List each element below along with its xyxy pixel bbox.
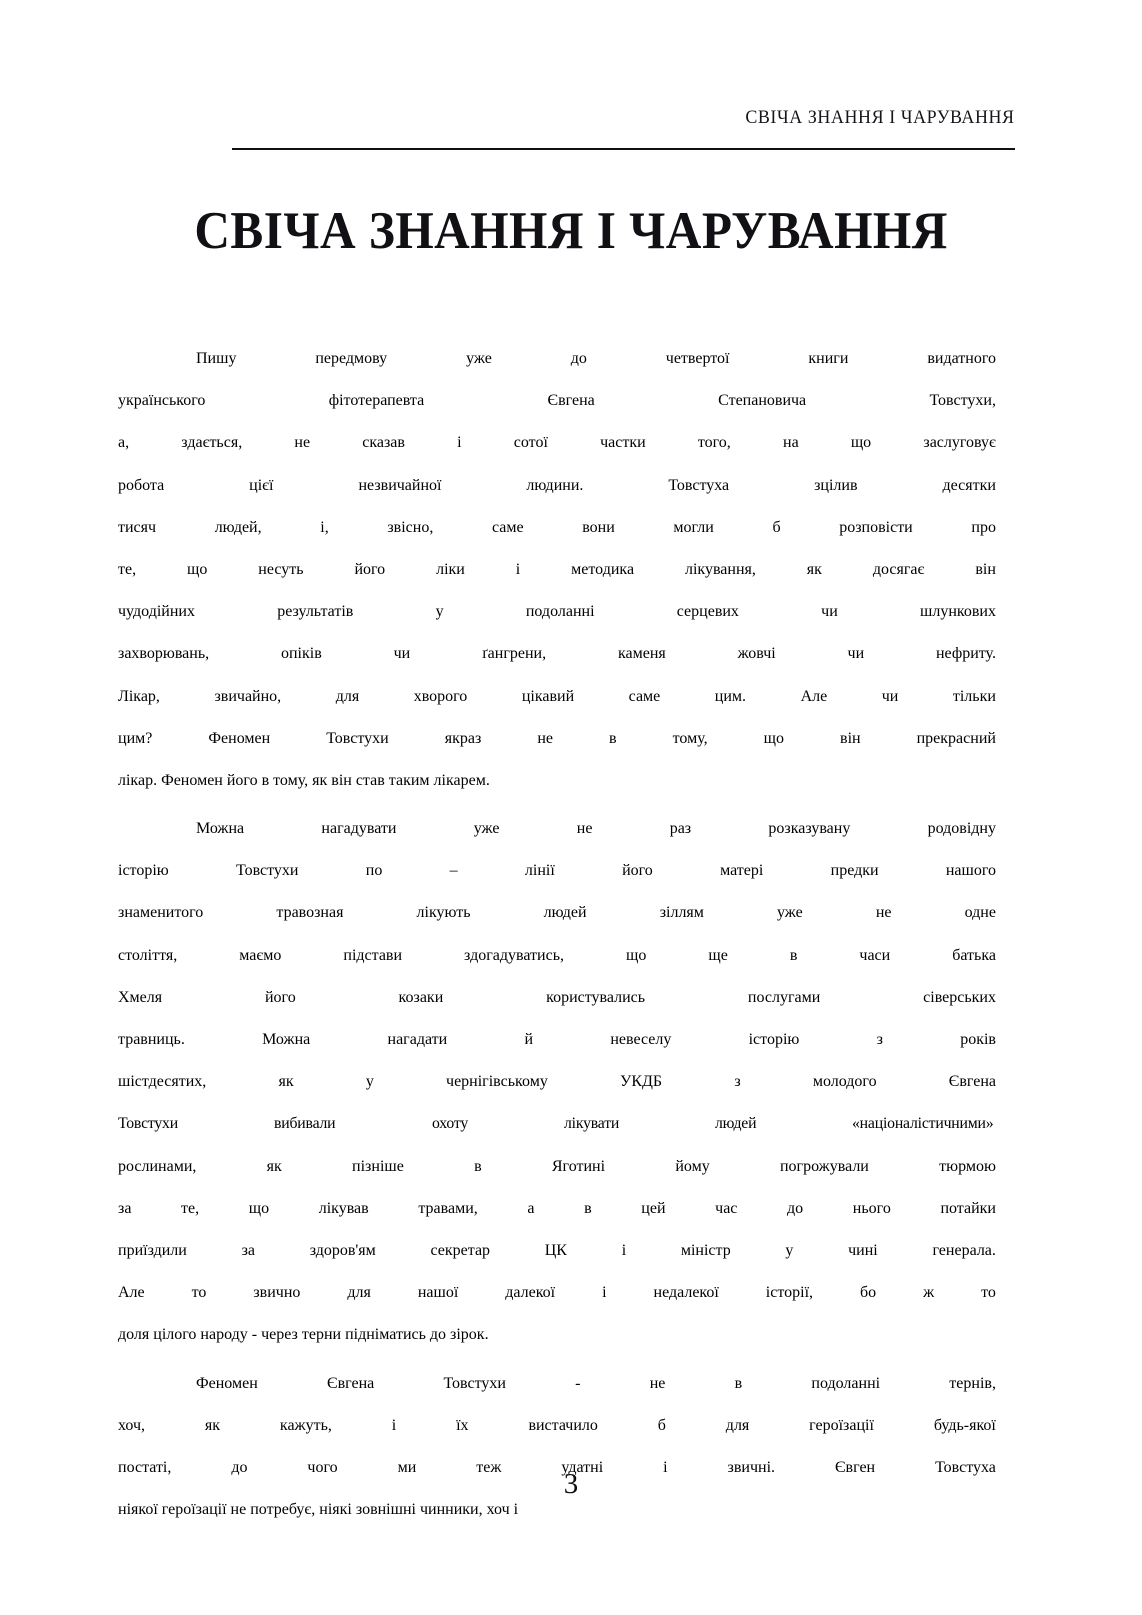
word: ми [397,1458,417,1476]
word: фітотерапевта [328,392,425,410]
word: з [876,1031,883,1048]
word: незвичайної [358,476,442,494]
page-title [100,201,1042,260]
word: і [602,1284,607,1302]
word: цієї [249,476,274,494]
word: не [649,1374,666,1392]
word: хворого [413,687,468,705]
word: що [850,434,872,452]
word: теж [476,1458,502,1476]
word: для [725,1416,750,1434]
word: звично [253,1284,301,1302]
text-line [118,633,996,675]
word: нефриту. [935,645,996,663]
word: маємо [239,946,282,964]
word: зіллям [659,904,704,922]
word: і, [320,518,329,536]
word: УКДБ [620,1073,663,1091]
text-line [118,338,996,380]
word: йому [675,1157,710,1175]
word: здоров'ям [309,1241,376,1259]
word: зцілив [814,476,858,494]
text-line [118,1061,996,1103]
word: будь-якої [933,1416,996,1434]
word: він [975,560,996,578]
word: Пишу [196,350,237,367]
word: травозная [276,904,344,922]
word: в [609,729,617,747]
word: каменя [617,645,666,663]
word: його [622,862,653,880]
word: Феномен [208,729,271,747]
word: чи [393,645,411,663]
word: пізніше [352,1157,404,1175]
word: що [187,560,208,578]
word: Євгена [327,1374,375,1392]
word: те, [118,560,137,578]
word: і [663,1458,668,1476]
word: як [204,1416,221,1434]
word: часи [859,946,891,964]
text-line [118,760,996,802]
word: саме [628,687,661,705]
word: героїзації [809,1416,874,1434]
word: користувались [546,988,646,1006]
word: чи [847,645,865,663]
page-title-text: СВІЧА ЗНАННЯ І ЧАРУВАННЯ [194,201,948,260]
word: що [626,946,647,964]
text-line [118,1230,996,1272]
word: Можна [262,1031,311,1048]
word: постаті, [118,1458,172,1476]
word: а [527,1199,535,1217]
word: лікував [318,1199,369,1217]
word: четвертої [665,350,730,367]
word: українського [118,392,206,410]
word: батька [952,946,996,964]
word: Але [118,1284,145,1302]
word: невеселу [610,1031,672,1048]
word: Хмеля [118,988,163,1006]
word: ґангрени, [482,645,547,663]
word: ЦК [544,1241,567,1259]
word: тисяч [118,518,157,536]
word: як [266,1157,282,1175]
running-header-title: СВІЧА ЗНАННЯ І ЧАРУВАННЯ [745,108,1015,128]
word: родовідну [927,820,996,838]
text-line [118,850,996,892]
word: лікування, [684,560,756,578]
word: удатні [561,1458,604,1476]
word: до [231,1458,248,1476]
word: для [335,687,360,705]
text-line [118,892,996,934]
word: Товстухи [443,1374,506,1392]
word: у [435,603,444,621]
word: сказав [362,434,405,452]
word: послугами [747,988,821,1006]
word: не [294,434,311,452]
paragraph [118,1363,996,1532]
word: в [584,1199,592,1217]
word: раз [669,820,692,838]
word: цим. [714,687,747,705]
word: нього [852,1199,891,1217]
text-line [118,1019,996,1061]
word: могли [673,518,714,536]
word: на [783,434,799,452]
word: нашого [945,862,996,880]
word: рослинами, [118,1157,197,1175]
word: Товстуха [935,1458,996,1476]
word: у [785,1241,794,1259]
word: уже [777,904,803,922]
word: століття, [118,946,178,964]
word: Товстухи, [929,392,996,410]
word: Товстухи [326,729,389,747]
word: прекрасний [916,729,996,747]
word: далекої [505,1284,556,1302]
word: нагадати [387,1031,448,1048]
paragraph [118,338,996,802]
word: те, [181,1199,200,1217]
word: й [524,1031,534,1048]
word: що [763,729,784,747]
word: чині [848,1241,878,1259]
word: час [715,1199,738,1217]
word: чудодійних [118,603,195,621]
word: уже [466,350,492,367]
word: хоч, [118,1416,146,1434]
word: не [875,904,892,922]
word: недалекої [653,1284,719,1302]
word: Лікар, [118,687,160,705]
word: про [971,518,996,536]
text-run: ніякої героїзації не потребує, ніякі зовнішні чинники, хоч і [118,1501,519,1519]
word: за [118,1199,132,1217]
text-line [118,1188,996,1230]
word: людей, [214,518,262,536]
word: вибивали [274,1115,336,1133]
word: робота [118,476,165,494]
word: охоту [431,1115,468,1133]
word: Євгена [948,1073,996,1091]
word: звичні. [727,1458,776,1476]
word: і [391,1416,397,1434]
word: опіків [280,645,322,663]
text-line [118,808,996,850]
text-line [118,422,996,464]
word: по [365,862,383,880]
word: потайки [940,1199,996,1217]
word: цей [641,1199,666,1217]
word: десятки [942,476,996,494]
word: шістдесятих, [118,1073,207,1091]
word: Феномен [196,1374,258,1392]
word: Яготині [551,1157,606,1175]
word: - [575,1374,581,1392]
word: вони [582,518,615,536]
word: методика [571,560,635,578]
word: підстави [343,946,403,964]
word: травами, [418,1199,478,1217]
word: звичайно, [214,687,282,705]
word: заслуговує [923,434,996,452]
word: одне [964,904,996,922]
text-line [118,935,996,977]
word: саме [491,518,524,536]
word: подоланні [525,603,595,621]
word: кажуть, [279,1416,332,1434]
word: розказувану [768,820,851,838]
word: як [278,1073,294,1091]
text-run: лікар. Феномен його в тому, як він став таким лікарем. [118,771,490,789]
word: Товстухи [236,862,299,880]
word: приїздили [118,1241,187,1259]
word: сотої [513,434,548,452]
word: людей [543,904,587,922]
word: не [576,820,593,838]
paragraph [118,808,996,1356]
word: шлункових [920,603,996,621]
word: тюрмою [939,1157,996,1175]
word: лікувати [563,1115,619,1133]
word: то [981,1284,996,1302]
word: погрожували [779,1157,869,1175]
word: Товстухи [118,1115,178,1133]
word: що [248,1199,270,1217]
word: передмову [315,350,388,367]
word: не [537,729,553,747]
header-divider-rule [232,148,1015,150]
word: серцевих [676,603,739,621]
word: ж [923,1284,935,1302]
word: історії, [765,1284,814,1302]
word: Але [800,687,828,705]
word: Можна [196,820,245,838]
word: генерала. [932,1241,996,1259]
word: у [365,1073,374,1091]
word: бо [859,1284,877,1302]
word: ліки [436,560,465,578]
word: предки [830,862,879,880]
word: цікавий [521,687,575,705]
word: б [657,1416,666,1434]
text-run: доля цілого народу - через терни підніматись до зірок. [118,1326,489,1344]
text-line [118,977,996,1019]
text-line [118,1405,996,1447]
word: в [789,946,798,964]
word: нагадувати [321,820,397,838]
word: а, [118,434,130,452]
word: з [734,1073,741,1091]
word: того, [697,434,731,452]
word: людини. [526,476,584,494]
word: його [354,560,386,578]
word: нашої [417,1284,459,1302]
word: років [960,1031,996,1048]
word: тернів, [949,1374,996,1392]
word: історію [118,862,169,880]
word: в [734,1374,743,1392]
word: – [449,862,458,880]
word: жовчі [737,645,776,663]
word: і [621,1241,627,1259]
word: якраз [444,729,482,747]
word: то [191,1284,207,1302]
word: до [570,350,587,367]
word: книги [808,350,849,367]
word: здогадуватись, [464,946,565,964]
text-line [118,718,996,760]
text-line [118,380,996,422]
word: чого [307,1458,338,1476]
word: ще [708,946,728,964]
word: в [474,1157,482,1175]
word: уже [473,820,500,838]
word: для [347,1284,371,1302]
word: Степановича [718,392,807,410]
word: як [806,560,822,578]
word: матері [720,862,764,880]
word: історію [748,1031,800,1048]
word: молодого [812,1073,877,1091]
word: лінії [524,862,555,880]
word: розповісти [839,518,913,536]
word: подоланні [811,1374,881,1392]
word: чи [881,687,899,705]
running-header [232,108,1015,129]
word: вистачило [528,1416,598,1434]
text-line [118,465,996,507]
text-line [118,1103,996,1145]
word: їх [456,1416,469,1434]
word: цим? [118,729,153,747]
word: досягає [872,560,925,578]
word: здається, [181,434,243,452]
page-number: 3 [563,1468,579,1500]
word: тільки [952,687,996,705]
word: він [840,729,861,747]
word: секретар [430,1241,491,1259]
text-line [118,676,996,718]
text-line [118,1272,996,1314]
word: звісно, [387,518,434,536]
word: за [241,1241,255,1259]
word: чи [821,603,838,621]
word: захворювань, [118,645,210,663]
word: до [787,1199,804,1217]
word: Товстуха [668,476,730,494]
word: Євгена [547,392,595,410]
text-line [118,591,996,633]
word: і [457,434,462,452]
word: травниць. [118,1031,185,1048]
word: і [515,560,521,578]
word: видатного [927,350,996,367]
word: Євген [834,1458,876,1476]
word: знаменитого [118,904,204,922]
text-line [118,1363,996,1405]
word: чернігівському [446,1073,548,1091]
word: «націоналістичними» [852,1115,994,1133]
text-line [118,549,996,591]
text-line [118,1146,996,1188]
word: несуть [258,560,304,578]
word: частки [600,434,646,452]
word: людей [715,1115,757,1133]
body-text-column [118,338,996,1531]
text-line [118,507,996,549]
word: міністр [680,1241,731,1259]
text-line [118,1314,996,1356]
word: б [772,518,781,536]
word: результатів [277,603,354,621]
word: сіверських [923,988,996,1006]
word: тому, [672,729,708,747]
word: лікують [416,904,471,922]
word: його [264,988,296,1006]
word: козаки [398,988,444,1006]
